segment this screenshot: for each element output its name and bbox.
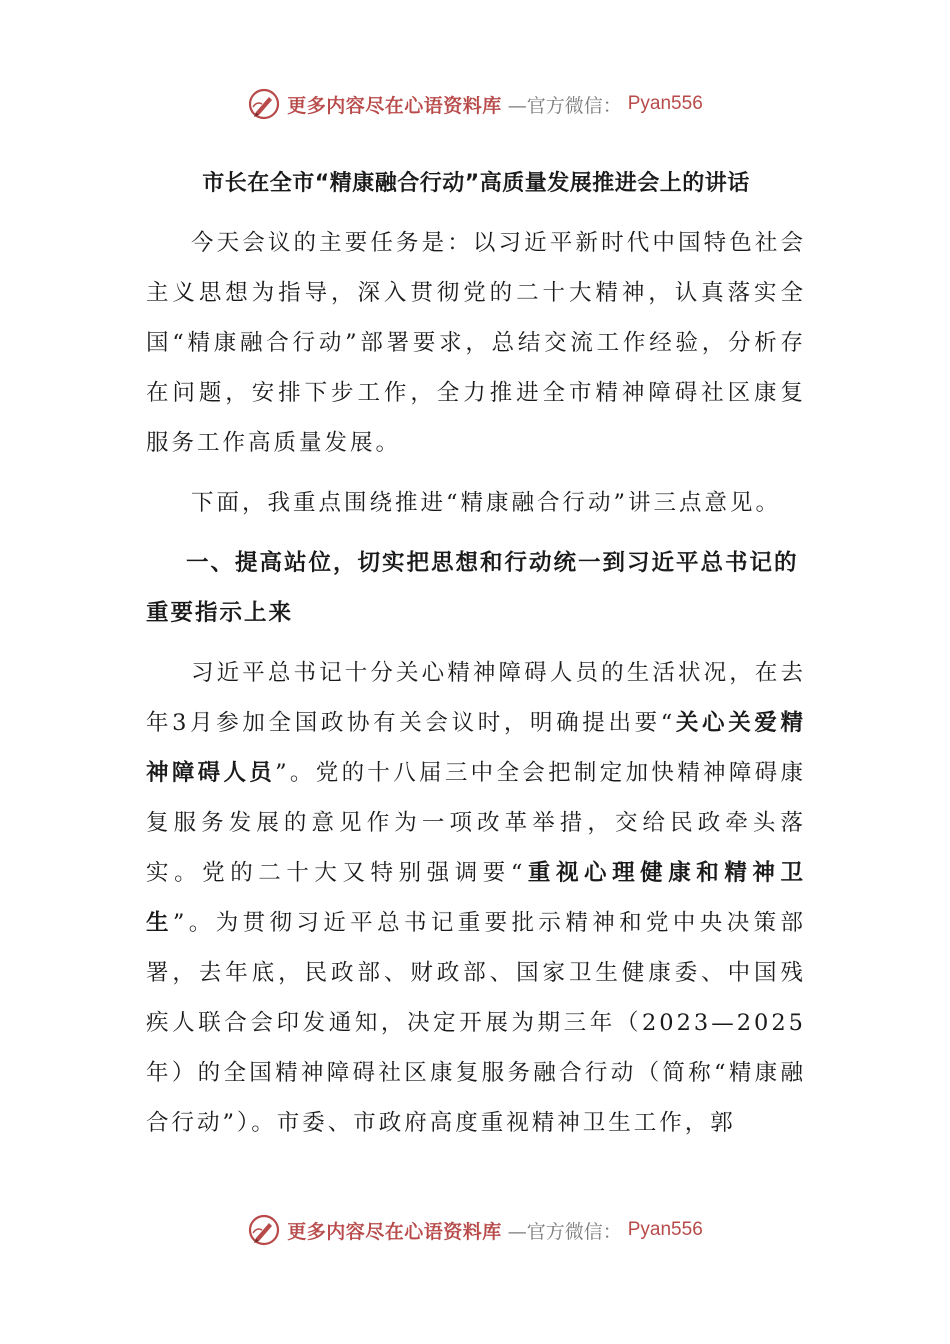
document-title: 市长在全市“精康融合行动”高质量发展推进会上的讲话	[202, 171, 750, 196]
banner-text-id: Pyan556	[627, 93, 703, 114]
banner-text-main: 更多内容尽在心语资料库	[287, 94, 502, 117]
banner-text-id: Pyan556	[627, 1219, 703, 1240]
paragraph-2: 下面，我重点围绕推进“精康融合行动”讲三点意见。	[191, 490, 782, 516]
banner-text-main: 更多内容尽在心语资料库	[287, 1220, 502, 1243]
paragraph-3-text-1: 习近平总书记十分关心精神障碍人员的生活状况，在去年3月参加全国政协有关会议时，明确提出要“	[146, 660, 806, 736]
paragraph-3-emphasis-2: 重视心理健康和精神卫生	[146, 860, 806, 936]
pen-logo-icon	[247, 1213, 281, 1247]
banner-text-wechat: —官方微信：	[507, 94, 622, 117]
paragraph-3-text-3: ”。为贯彻习近平总书记重要批示精神和党中央决策部署，去年底，民政部、财政部、国家卫生健康委、中国残疾人联合会印发通知，决定开展为期三年（2023—2025年）的全国精神障碍社区康复服务融合行动（简称“精康融合行动”）。市委、市政府高度重视精神卫生工作，郭	[146, 910, 806, 1136]
paragraph-3	[146, 648, 806, 1148]
footer-banner	[0, 1210, 950, 1250]
banner-text-wechat: —官方微信：	[507, 1220, 622, 1243]
document-body	[146, 168, 806, 1158]
header-banner	[0, 84, 950, 124]
pen-logo-icon	[247, 87, 281, 121]
paragraph-3-text-2: ”。党的十八届三中全会把制定加快精神障碍康复服务发展的意见作为一项改革举措，交给民政牵头落实。党的二十大又特别强调要“	[146, 760, 806, 886]
section-heading-1: 一、提高站位，切实把思想和行动统一到习近平总书记的重要指示上来	[146, 550, 799, 626]
paragraph-1: 今天会议的主要任务是：以习近平新时代中国特色社会主义思想为指导，深入贯彻党的二十大精神，认真落实全国“精康融合行动”部署要求，总结交流工作经验，分析存在问题，安排下步工作，全力推进全市精神障碍社区康复服务工作高质量发展。	[146, 230, 806, 456]
paragraph-3-emphasis-1: 关心关爱精神障碍人员	[146, 710, 806, 786]
